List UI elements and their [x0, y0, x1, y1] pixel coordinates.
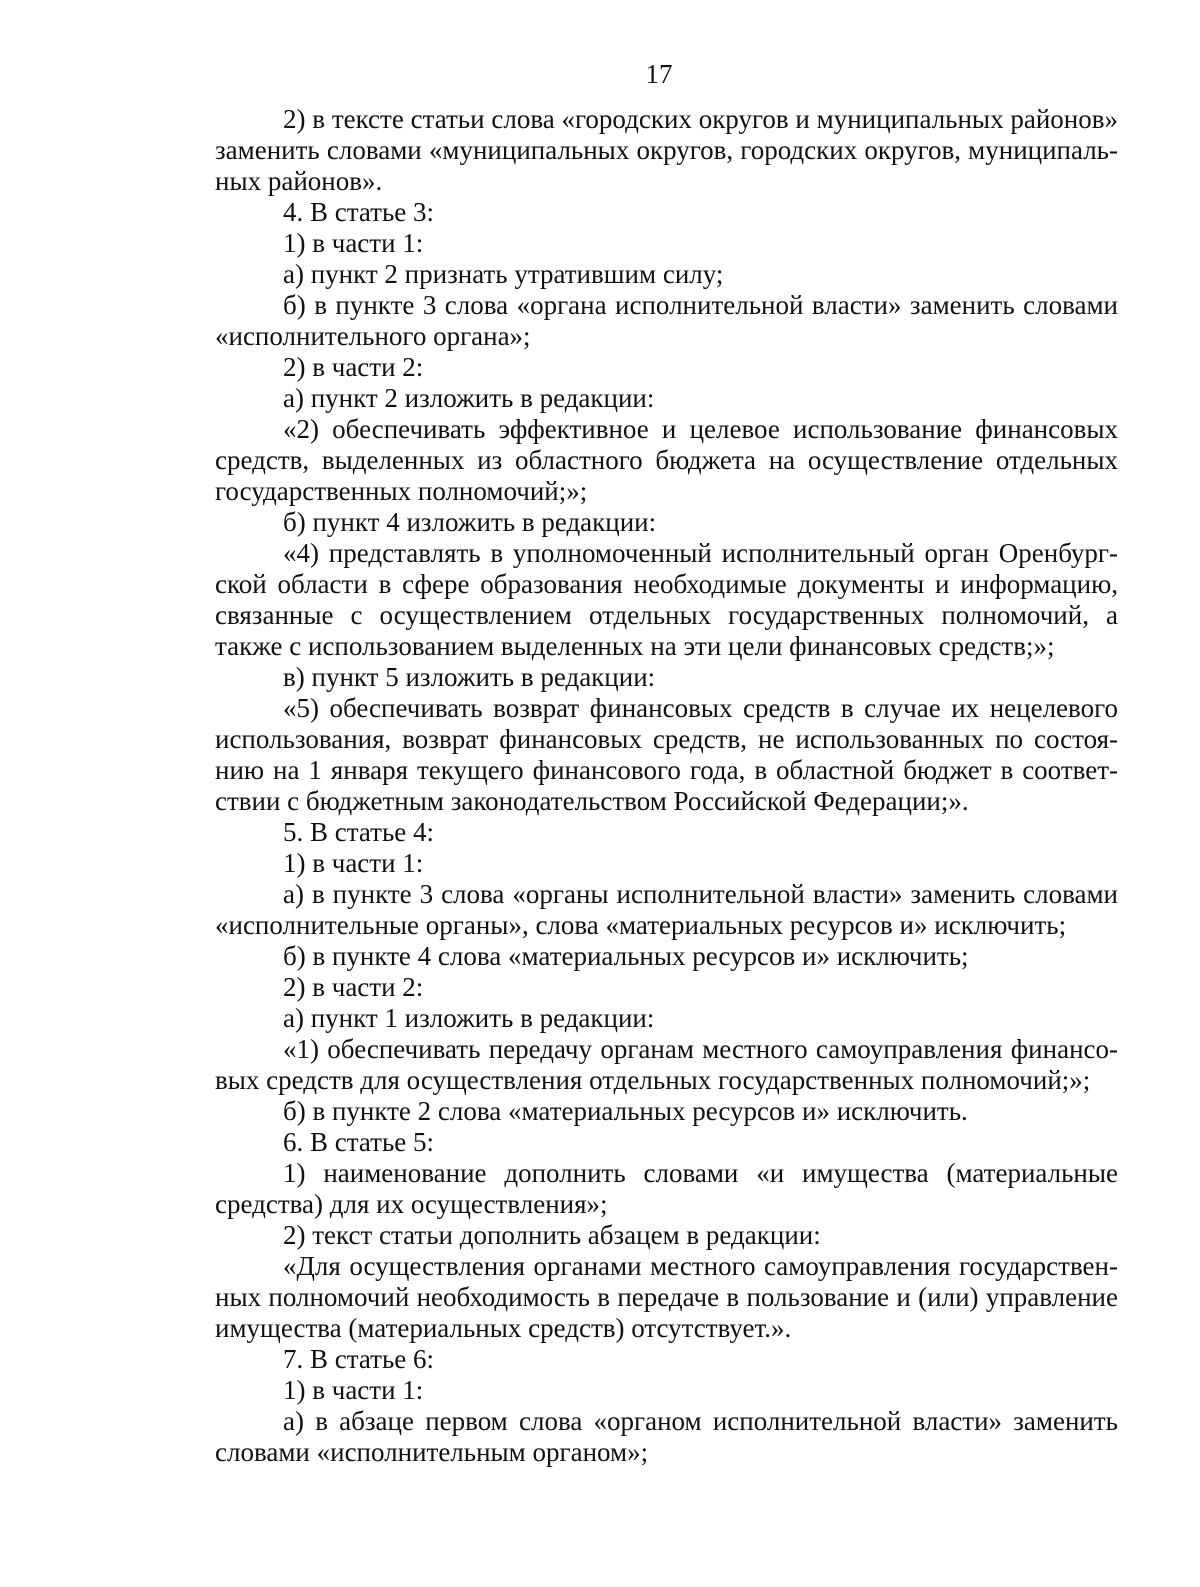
document-body	[215, 104, 1118, 1468]
paragraph: 2) текст статьи дополнить абзацем в редакции:	[283, 1220, 821, 1250]
paragraph: а) пункт 1 изложить в редакции:	[283, 1003, 655, 1033]
paragraph: 2) в части 2:	[283, 972, 424, 1002]
paragraph: б) в пункте 2 слова «материальных ресурсов и» исключить.	[283, 1096, 968, 1126]
paragraph: 1) в части 1:	[283, 1375, 424, 1405]
paragraph: 5. В статье 4:	[283, 817, 435, 847]
paragraph: 4. В статье 3:	[283, 197, 435, 227]
paragraph: а) в абзаце первом слова «органом исполнительной власти» заменить словами «исполнительным органом»;	[215, 1406, 1118, 1467]
paragraph: 6. В статье 5:	[283, 1127, 435, 1157]
paragraph: б) в пункте 3 слова «органа исполнительной власти» заменить словами «исполнительного органа»;	[215, 290, 1118, 351]
paragraph: 1) в части 1:	[283, 848, 424, 878]
paragraph: б) пункт 4 изложить в редакции:	[283, 507, 657, 537]
paragraph: 1) наименование дополнить словами «и имущества (материальные средства) для их осуществления»;	[215, 1158, 1118, 1219]
page-number: 17	[645, 59, 673, 89]
paragraph: 2) в части 2:	[283, 352, 424, 382]
paragraph: 7. В статье 6:	[283, 1344, 435, 1374]
paragraph: «4) представлять в уполномоченный исполнительный орган Оренбургской области в сфере образования необходимые документы и информацию, связанные с осуществлением отдельных государственных полномочий, а также с использованием выделенных на эти цели финансовых средств;»;	[215, 538, 1118, 661]
paragraph: 2) в тексте статьи слова «городских округов и муниципальных районов» заменить словами «муниципальных округов, городских округов, муниципальных районов».	[215, 104, 1118, 196]
paragraph: а) в пункте 3 слова «органы исполнительной власти» заменить словами «исполнительные органы», слова «материальных ресурсов и» исключить;	[215, 879, 1118, 940]
paragraph: б) в пункте 4 слова «материальных ресурсов и» исключить;	[283, 941, 969, 971]
paragraph: «1) обеспечивать передачу органам местного самоуправления финансовых средств для осуществления отдельных государственных полномочий;»;	[215, 1034, 1118, 1095]
paragraph: а) пункт 2 признать утратившим силу;	[283, 259, 724, 289]
paragraph: а) пункт 2 изложить в редакции:	[283, 383, 655, 413]
paragraph: «2) обеспечивать эффективное и целевое использование финансовых средств, выделенных из областного бюджета на осуществление отдельных государственных полномочий;»;	[215, 414, 1118, 506]
paragraph: «Для осуществления органами местного самоуправления государственных полномочий необходимость в передаче в пользование и (или) управление имущества (материальных средств) отсутствует.».	[215, 1251, 1118, 1343]
paragraph: «5) обеспечивать возврат финансовых средств в случае их нецелевого использования, возврат финансовых средств, не использованных по состоянию на 1 января текущего финансового года, в областной бюджет в соответствии с бюджетным законодательством Российской Федерации;».	[215, 693, 1118, 816]
paragraph: в) пункт 5 изложить в редакции:	[283, 662, 656, 692]
paragraph: 1) в части 1:	[283, 228, 424, 258]
